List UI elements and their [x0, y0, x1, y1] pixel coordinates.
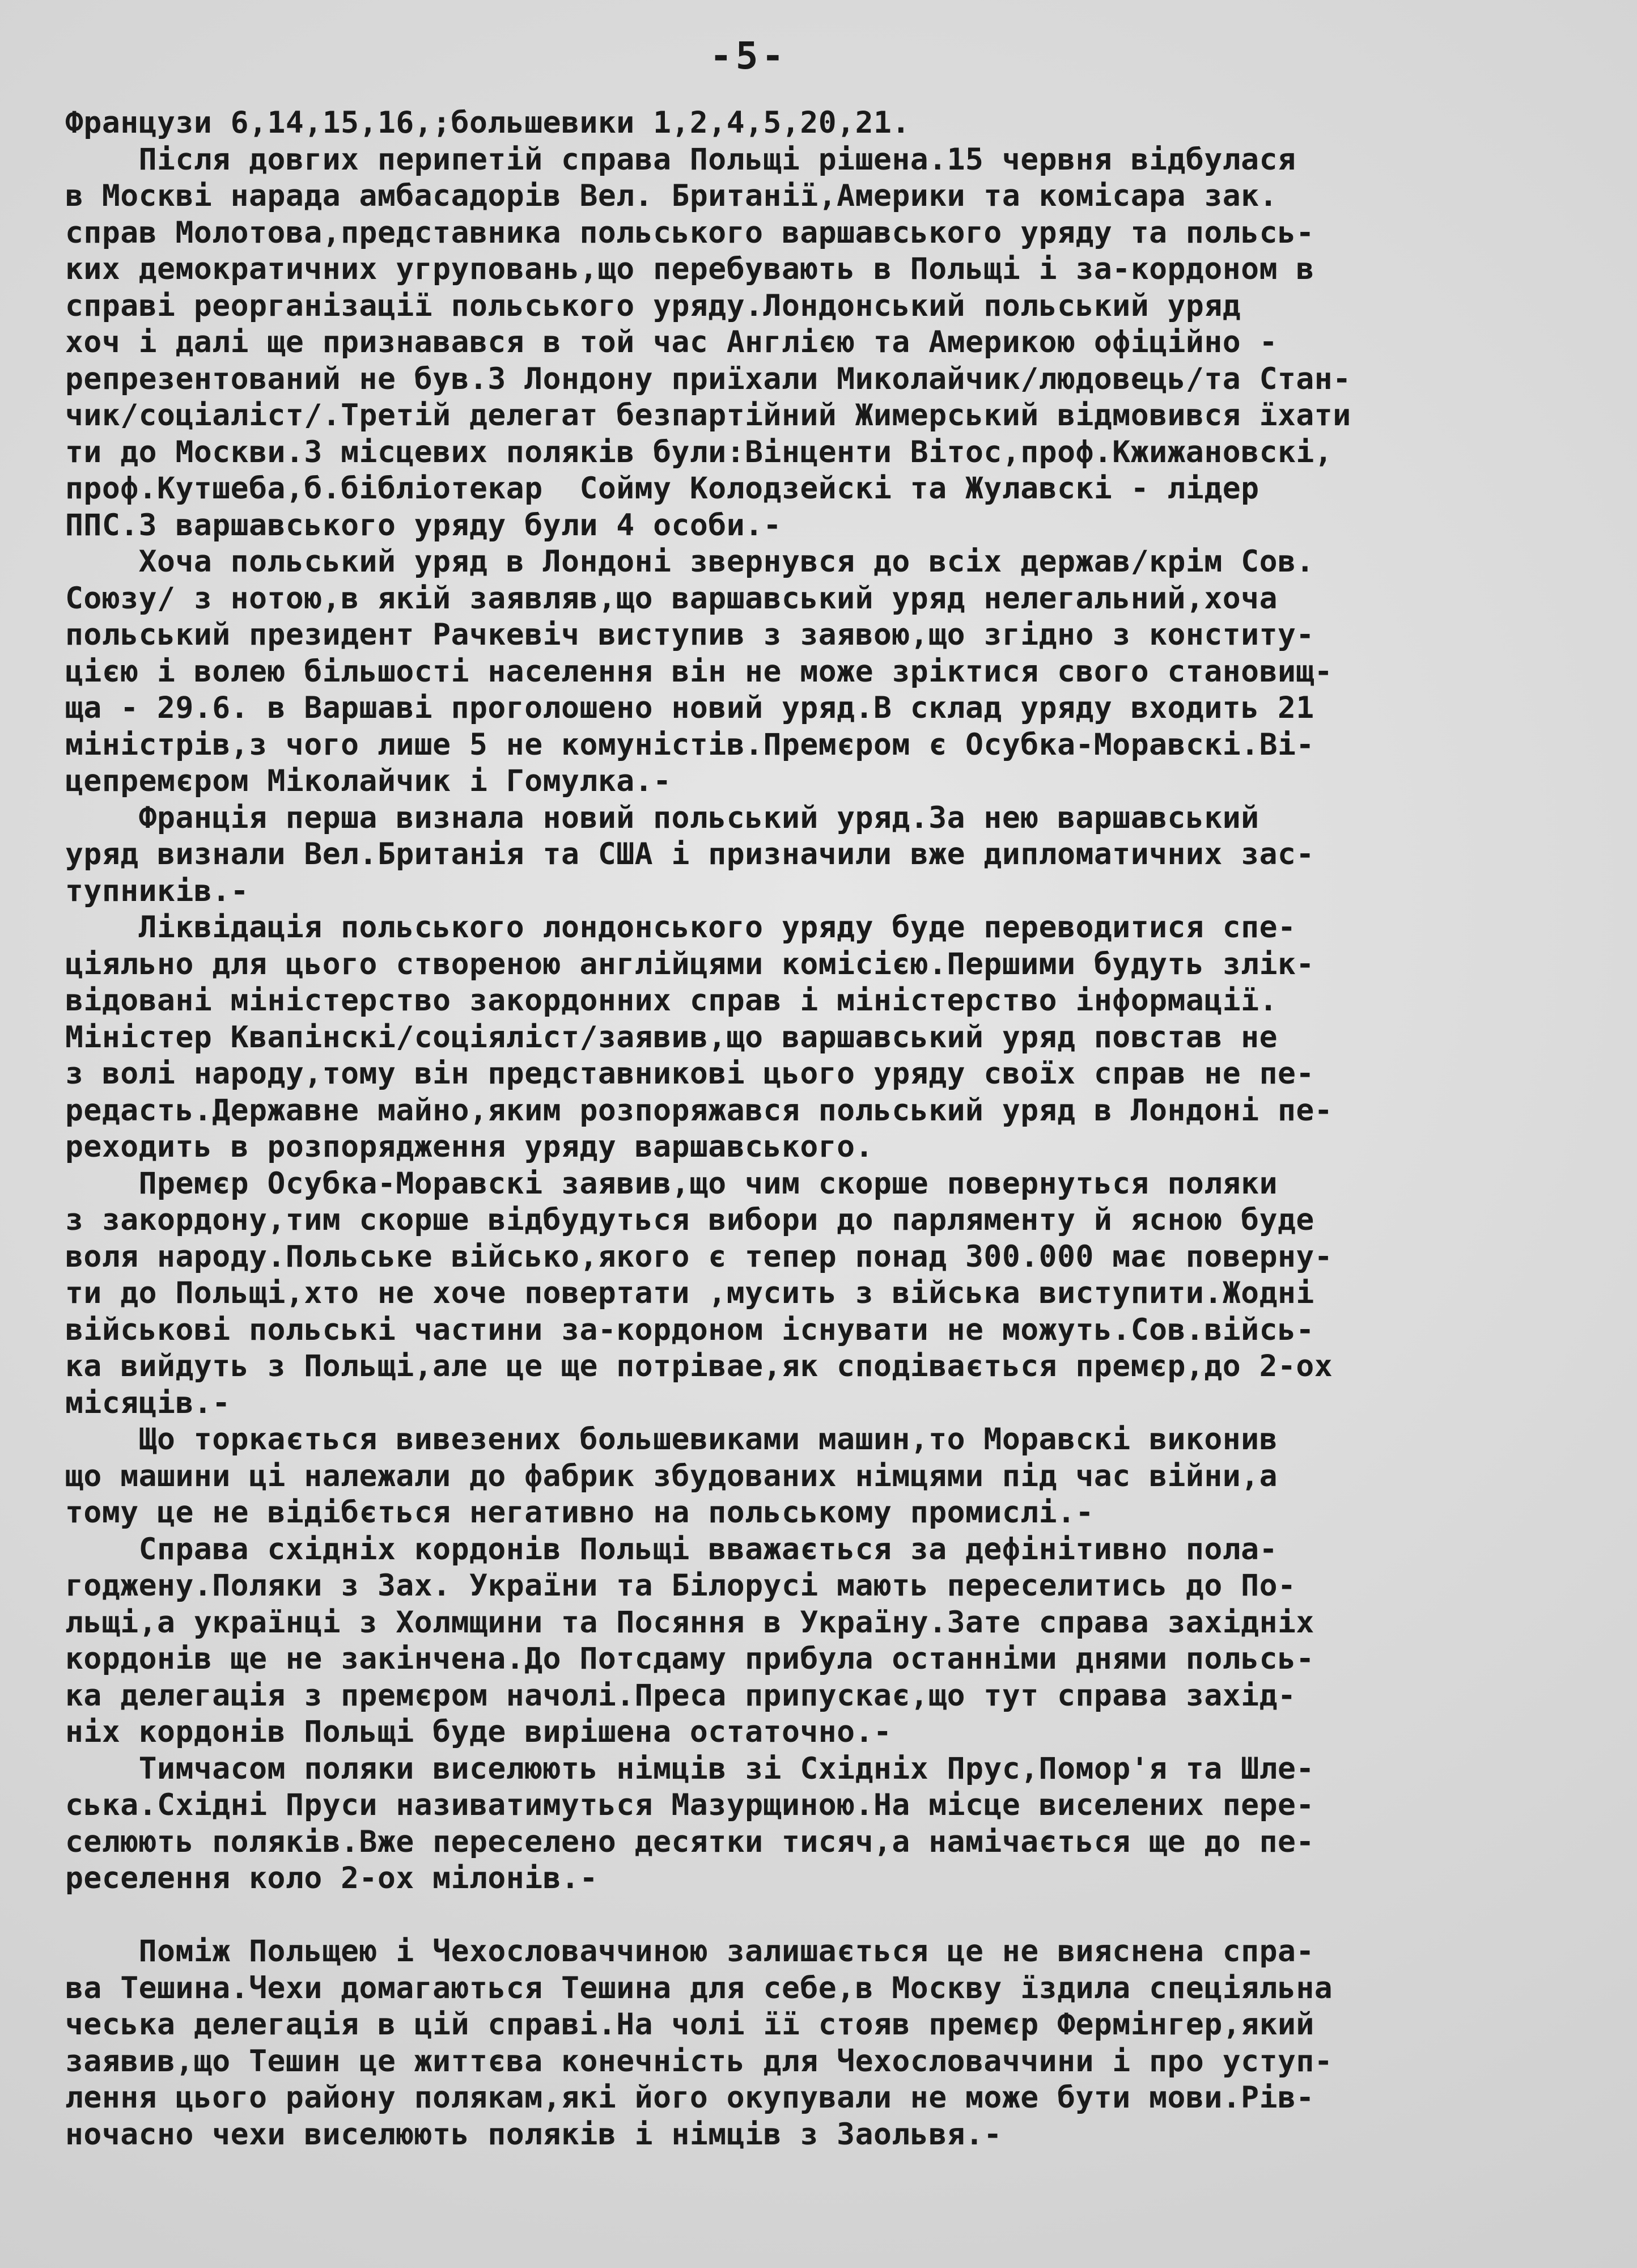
text-line: Союзу/ з нотою,в якій заявляв,що варшавський уряд нелегальний,хоча	[65, 581, 1278, 616]
paragraph	[65, 105, 1584, 142]
text-line: військові польські частини за-кордоном існувати не можуть.Сов.війсь-	[65, 1312, 1314, 1347]
paragraph	[65, 1933, 1584, 2153]
text-line: лення цього району полякам,які його окупували не може бути мови.Рів-	[65, 2080, 1314, 2115]
text-line: ціяльно для цього створеною англійцями комісією.Першими будуть злік-	[65, 946, 1314, 981]
paragraph	[65, 1751, 1584, 1897]
text-line: з волі народу,тому він представникові цього уряду своїх справ не пе-	[65, 1056, 1314, 1091]
text-line: що машини ці належали до фабрик збудованих німцями під час війни,а	[65, 1458, 1278, 1493]
text-line: Тимчасом поляки виселюють німців зі Східніх Прус,Помор'я та Шле-	[65, 1751, 1314, 1786]
text-line: міністрів,з чого лише 5 не комуністів.Премєром є Осубка-Моравскі.Ві-	[65, 727, 1314, 762]
text-line: цією і волею більшості населення він не може зріктися свого становищ-	[65, 654, 1333, 689]
text-line: чик/соціаліст/.Третій делегат безпартійний Жимерський відмовився їхати	[65, 398, 1351, 433]
text-line: польський президент Рачкевіч виступив з заявою,що згідно з конститу-	[65, 617, 1314, 652]
text-line: репрезентований не був.З Лондону приїхали Миколайчик/людовець/та Стан-	[65, 361, 1351, 396]
text-line: тому це не відібється негативно на польському промислі.-	[65, 1495, 1094, 1530]
text-line: реходить в розпорядження уряду варшавського.	[65, 1129, 873, 1164]
document-body	[65, 105, 1584, 2153]
text-line: реселення коло 2-ох мілонів.-	[65, 1861, 598, 1895]
text-line: тупників.-	[65, 873, 249, 908]
text-line: справі реорганізації польського уряду.Лондонський польський уряд	[65, 288, 1241, 323]
text-line: кордонів ще не закінчена.До Потсдаму прибула останніми днями польсь-	[65, 1641, 1314, 1676]
text-line: ська.Східні Пруси називатимуться Мазурщиною.На місце виселених пере-	[65, 1788, 1314, 1822]
text-line: ППС.З варшавського уряду були 4 особи.-	[65, 507, 782, 543]
text-line: ніх кордонів Польщі буде вирішена остаточно.-	[65, 1715, 892, 1749]
paragraph	[65, 800, 1584, 910]
page-number: -5-	[710, 34, 788, 78]
text-line: уряд визнали Вел.Британія та США і призначили вже дипломатичних зас-	[65, 837, 1314, 871]
text-line: Що торкається вивезених большевиками машин,то Моравскі виконив	[65, 1422, 1278, 1457]
text-line: справ Молотова,представника польського варшавського уряду та польсь-	[65, 215, 1314, 250]
text-line: ких демократичних угруповань,що перебувають в Польщі і за-кордоном в	[65, 252, 1314, 286]
text-line: ти до Москви.З місцевих поляків були:Вінценти Вітос,проф.Кжижановскі,	[65, 434, 1333, 469]
text-line: Франція перша визнала новий польський уряд.За нею варшавський	[65, 800, 1259, 835]
text-line: ка вийдуть з Польщі,але це ще потрівае,як сподівається премєр,до 2-ох	[65, 1349, 1333, 1383]
text-line: ща - 29.6. в Варшаві проголошено новий уряд.В склад уряду входить 21	[65, 691, 1314, 725]
text-line: Міністер Квапінскі/соціяліст/заявив,що варшавський уряд повстав не	[65, 1019, 1278, 1055]
text-line: Премєр Осубка-Моравскі заявив,що чим скорше повернуться поляки	[65, 1166, 1278, 1201]
paragraph	[65, 1421, 1584, 1531]
text-line: ночасно чехи виселюють поляків і німців з Заольвя.-	[65, 2117, 1002, 2152]
paragraph	[65, 142, 1584, 544]
paragraph	[65, 544, 1584, 800]
text-line: льщі,а українці з Холмщини та Посяння в Україну.Зате справа західніх	[65, 1605, 1314, 1640]
text-line: проф.Кутшеба,б.бібліотекар Сойму Колодзейскі та Жулавскі - лідер	[65, 471, 1259, 506]
text-line: Хоча польський уряд в Лондоні звернувся до всіх держав/крім Сов.	[65, 544, 1314, 579]
text-line: цепремєром Міколайчик і Гомулка.-	[65, 764, 672, 798]
paragraph	[65, 1166, 1584, 1422]
text-line: місяців.-	[65, 1385, 231, 1420]
text-line: заявив,що Тешин це життєва конечність для Чехословаччини і про уступ-	[65, 2043, 1333, 2079]
text-line: селюють поляків.Вже переселено десятки тисяч,а намічається ще до пе-	[65, 1824, 1314, 1859]
paragraph	[65, 1531, 1584, 1751]
paragraph	[65, 909, 1584, 1166]
paragraph-gap	[65, 1897, 1584, 1934]
text-line: Ліквідація польського лондонського уряду буде переводитися спе-	[65, 910, 1296, 945]
text-line: Після довгих перипетій справа Польщі рішена.15 червня відбулася	[65, 142, 1296, 177]
text-line: в Москві нарада амбасадорів Вел. Британії,Америки та комісара зак.	[65, 179, 1278, 213]
text-line: редасть.Державне майно,яким розпоряжався польський уряд в Лондоні пе-	[65, 1093, 1333, 1128]
text-line: Поміж Польщею і Чехословаччиною залишається це не вияснена спра-	[65, 1934, 1314, 1969]
text-line: ти до Польщі,хто не хоче повертати ,мусить з війська виступити.Жодні	[65, 1276, 1314, 1310]
text-line: чеська делегація в цій справі.На чолі її стояв премєр Фермінгер,який	[65, 2007, 1314, 2042]
text-line: відовані міністерство закордонних справ і міністерство інформації.	[65, 983, 1278, 1018]
text-line: Справа східніх кордонів Польщі вважається за дефінітивно пола-	[65, 1531, 1278, 1567]
text-line: ка делегація з премєром начолі.Преса припускає,що тут справа захід-	[65, 1678, 1296, 1713]
text-line: годжену.Поляки з Зах. України та Білорусі мають переселитись до По-	[65, 1568, 1296, 1603]
text-line: з закордону,тим скорше відбудуться вибори до парляменту й ясною буде	[65, 1203, 1314, 1237]
text-line: хоч і далі ще признавався в той час Англією та Америкою офіційно -	[65, 325, 1278, 359]
text-line: ва Тешина.Чехи домагаються Тешина для себе,в Москву їздила спеціяльна	[65, 1970, 1333, 2005]
text-line: Французи 6,14,15,16,;большевики 1,2,4,5,20,21.	[65, 105, 910, 140]
text-line: воля народу.Польське військо,якого є тепер понад 300.000 має поверну-	[65, 1239, 1333, 1274]
